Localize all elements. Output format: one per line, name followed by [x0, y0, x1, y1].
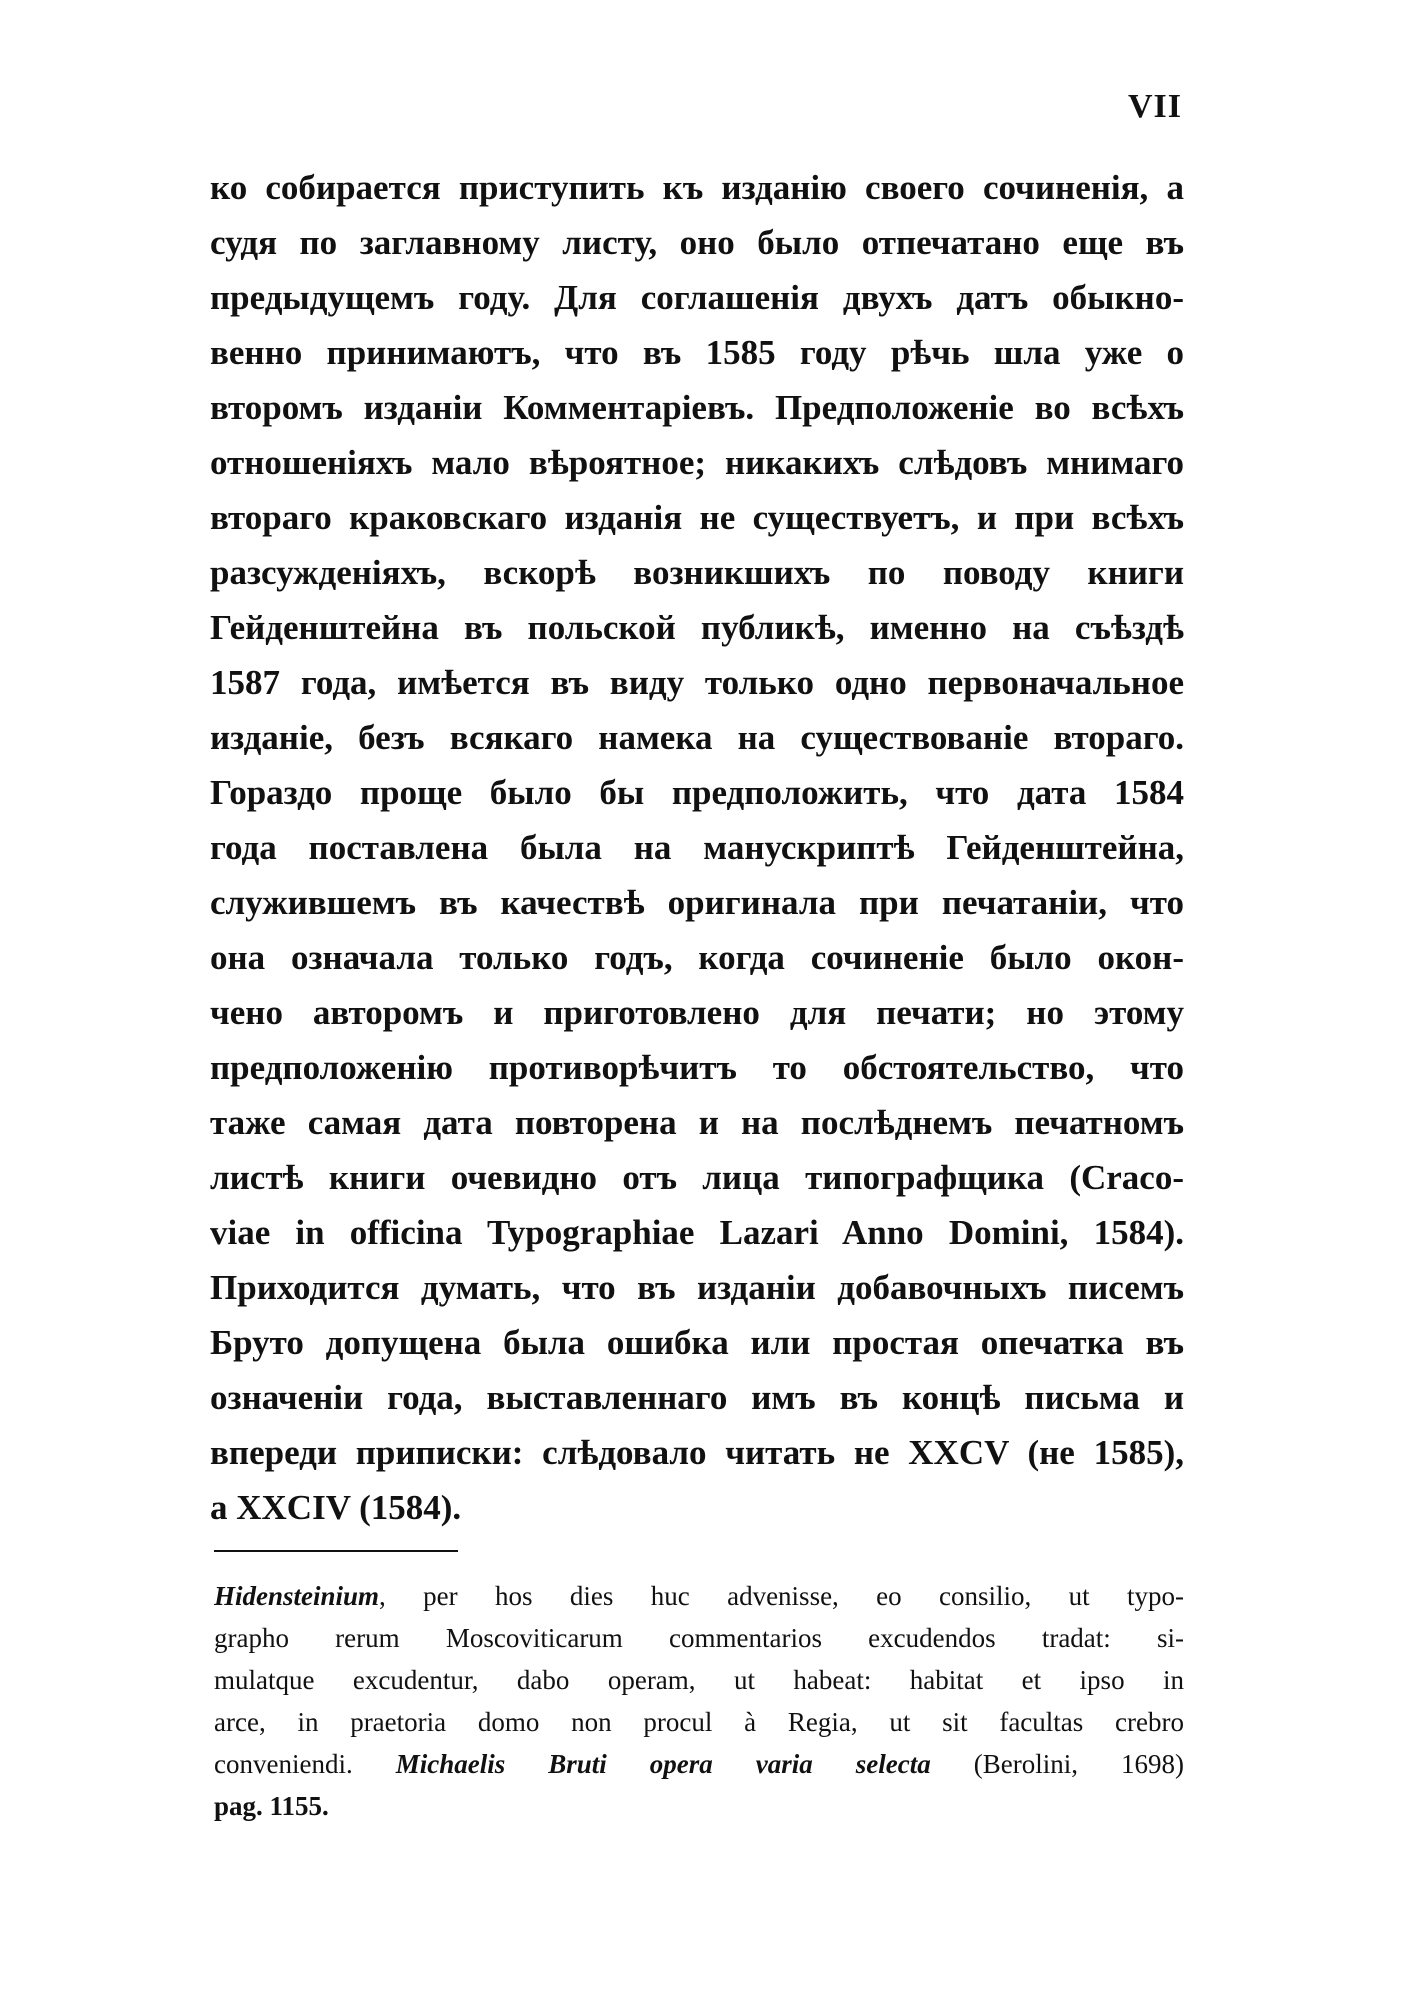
text-line: отношеніяхъ мало вѣроятное; никакихъ слѣдовъ мнимаго: [210, 443, 1184, 482]
text-line: таже самая дата повторена и на послѣднемъ печатномъ: [210, 1103, 1184, 1142]
footnote-line: arce, in praetoria domo non procul à Regia, ut sit facultas crebro: [214, 1707, 1184, 1737]
text-line: судя по заглавному листу, оно было отпечатано еще въ: [210, 223, 1184, 262]
text-line: Гейденштейна въ польской публикѣ, именно на съѣздѣ: [210, 608, 1184, 647]
main-text: [210, 160, 1184, 1535]
text-line: венно принимаютъ, что въ 1585 году рѣчь шла уже о: [210, 333, 1184, 372]
footnote-line: [214, 1575, 1184, 1617]
footnote-line: [214, 1743, 1184, 1785]
text-line: ко собирается приступить къ изданію своего сочиненія, а: [210, 168, 1184, 207]
text-line: второмъ изданіи Комментаріевъ. Предположеніе во всѣхъ: [210, 388, 1184, 427]
text-line: она означала только годъ, когда сочиненіе было окон-: [210, 938, 1184, 977]
text-line-last: а XXCIV (1584).: [210, 1488, 462, 1527]
footnote-italic-term: Hidensteinium: [214, 1581, 380, 1611]
footnote-text: conveniendi.: [214, 1749, 396, 1779]
text-line: разсужденіяхъ, вскорѣ возникшихъ по поводу книги: [210, 553, 1184, 592]
footnote-citation-title: Michaelis Bruti opera varia selecta: [395, 1749, 931, 1779]
footnote-line: grapho rerum Moscoviticarum commentarios excudendos tradat: si-: [214, 1623, 1184, 1653]
text-line: Бруто допущена была ошибка или простая опечатка въ: [210, 1323, 1184, 1362]
page-number: VII: [1128, 88, 1183, 125]
text-line: втораго краковскаго изданія не существуетъ, и при всѣхъ: [210, 498, 1184, 537]
text-line: изданіе, безъ всякаго намека на существованіе втораго.: [210, 718, 1184, 757]
text-line: 1587 года, имѣется въ виду только одно первоначальное: [210, 663, 1184, 702]
footnote-line-last: pag. 1155.: [214, 1791, 329, 1821]
footnote: [214, 1575, 1184, 1827]
text-line: Гораздо проще было бы предположить, что дата 1584: [210, 773, 1184, 812]
text-line: листѣ книги очевидно отъ лица типографщика (Craco-: [210, 1158, 1184, 1197]
text-line: служившемъ въ качествѣ оригинала при печатаніи, что: [210, 883, 1184, 922]
footnote-text: (Berolini, 1698): [930, 1749, 1184, 1779]
footnote-divider: [214, 1550, 458, 1552]
text-line: впереди приписки: слѣдовало читать не XXCV (не 1585),: [210, 1433, 1184, 1472]
footnote-line: mulatque excudentur, dabo operam, ut habeat: habitat et ipso in: [214, 1665, 1184, 1695]
text-line: viae in officina Typographiae Lazari Anno Domini, 1584).: [210, 1213, 1184, 1252]
footnote-text: , per hos dies huc advenisse, eo consilio, ut typo-: [379, 1581, 1184, 1611]
text-line: означеніи года, выставленнаго имъ въ концѣ письма и: [210, 1378, 1184, 1417]
text-line: чено авторомъ и приготовлено для печати; но этому: [210, 993, 1184, 1032]
text-line: предположенію противорѣчитъ то обстоятельство, что: [210, 1048, 1184, 1087]
text-line: года поставлена была на манускриптѣ Гейденштейна,: [210, 828, 1184, 867]
text-line: предыдущемъ году. Для соглашенія двухъ датъ обыкно-: [210, 278, 1184, 317]
text-line: Приходится думать, что въ изданіи добавочныхъ писемъ: [210, 1268, 1184, 1307]
